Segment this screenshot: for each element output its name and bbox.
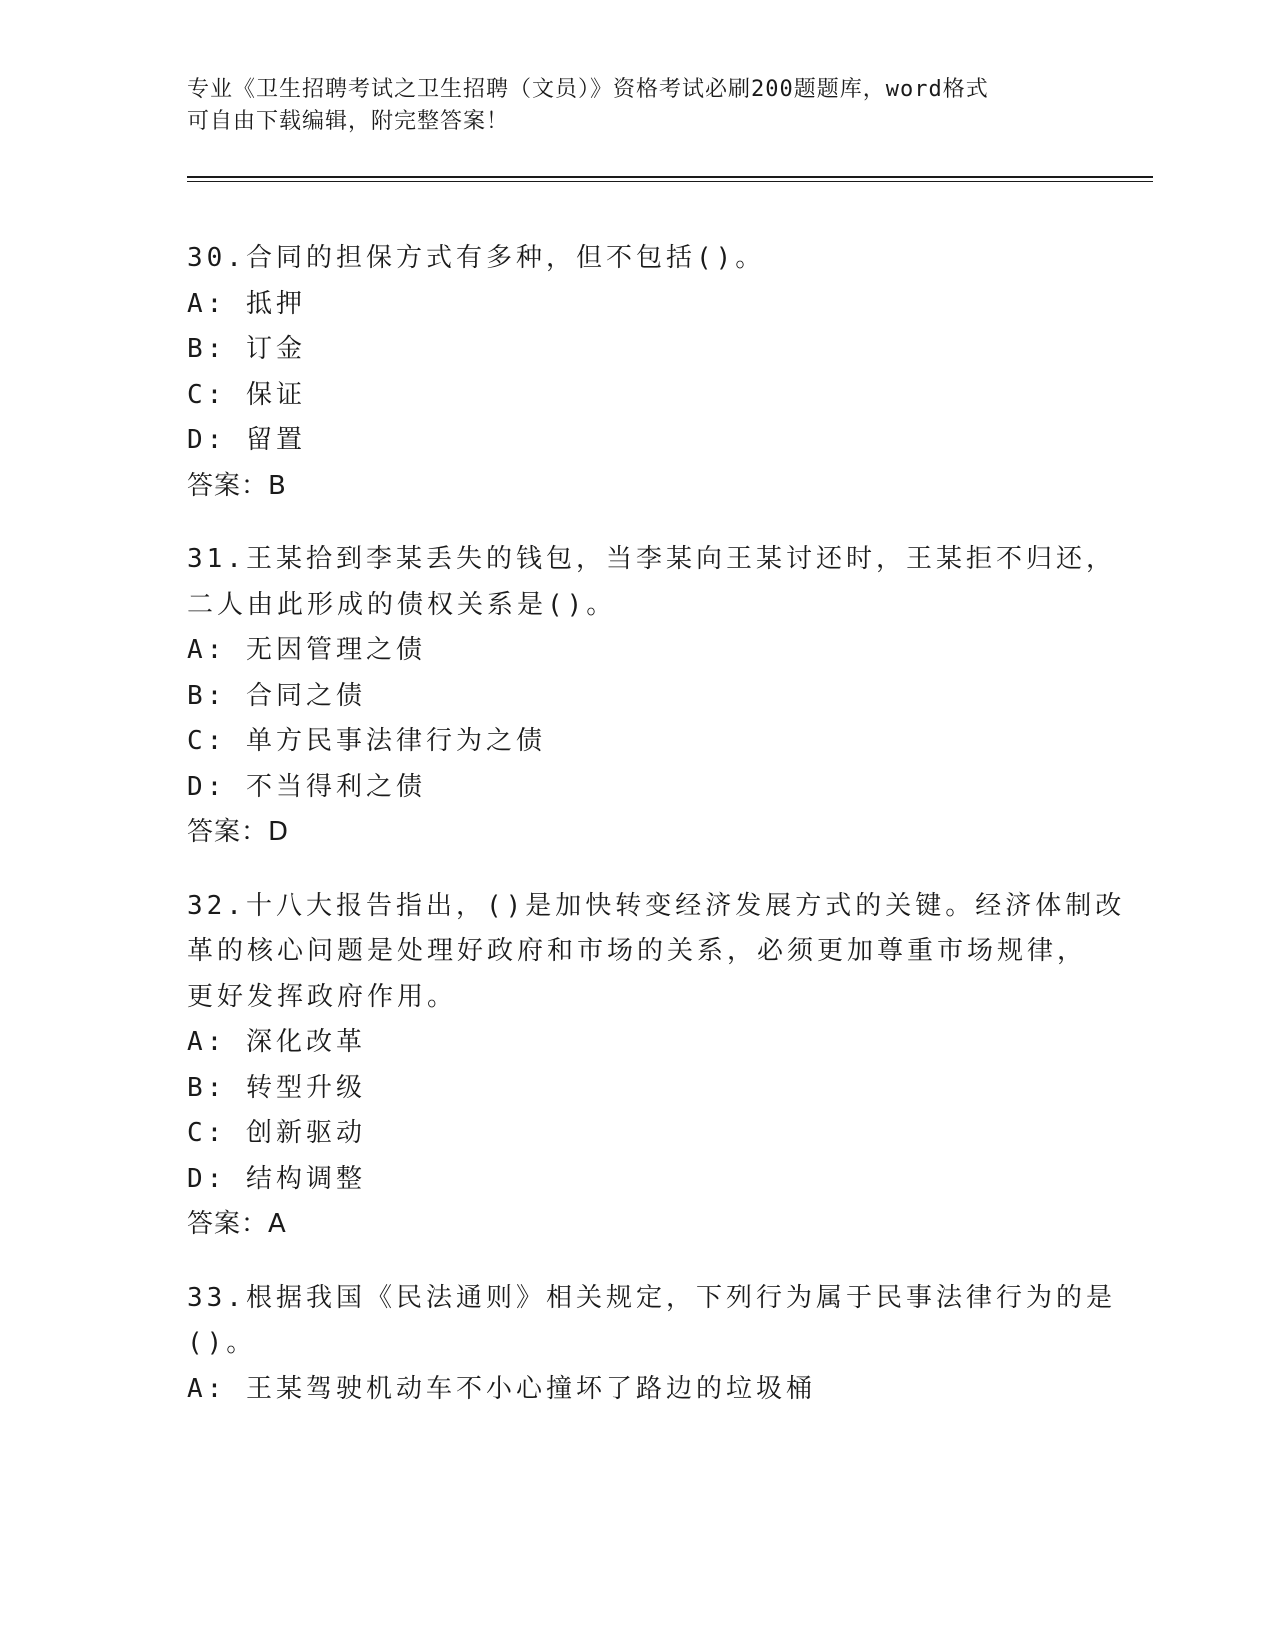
- option-d: D: 结构调整: [187, 1163, 366, 1194]
- answer-line: 答案：B: [187, 470, 287, 501]
- question-30: [187, 236, 1087, 509]
- question-text-line: 33.根据我国《民法通则》相关规定，下列行为属于民事法律行为的是: [187, 1282, 1116, 1313]
- question-31: [187, 537, 1116, 856]
- option-a: A: 无因管理之债: [187, 635, 426, 665]
- answer-line: 答案：A: [187, 1209, 287, 1239]
- question-33: [187, 1276, 1116, 1413]
- question-list: [187, 236, 1126, 1440]
- option-c: C: 创新驱动: [187, 1118, 366, 1148]
- option-d: D: 留置: [187, 425, 306, 455]
- option-a: A: 抵押: [187, 288, 306, 319]
- option-d: D: 不当得利之债: [187, 771, 426, 802]
- header-divider-thin: [187, 181, 1153, 182]
- header-line-2: 可自由下载编辑，附完整答案！: [187, 109, 510, 134]
- question-text-line: 30.合同的担保方式有多种，但不包括()。: [187, 243, 766, 273]
- question-text-line: 革的核心问题是处理好政府和市场的关系，必须更加尊重市场规律，: [187, 936, 1088, 966]
- header-line-1: 专业《卫生招聘考试之卫生招聘（文员）》资格考试必刷200题题库，word格式: [187, 77, 989, 102]
- question-32: [187, 884, 1126, 1248]
- option-a: A: 王某驾驶机动车不小心撞坏了路边的垃圾桶: [187, 1373, 816, 1404]
- question-text-line: 31.王某拾到李某丢失的钱包，当李某向王某讨还时，王某拒不归还，: [187, 544, 1116, 574]
- option-c: C: 保证: [187, 379, 306, 410]
- answer-line: 答案：D: [187, 817, 290, 847]
- option-b: B: 合同之债: [187, 680, 366, 711]
- option-b: B: 转型升级: [187, 1072, 366, 1103]
- option-c: C: 单方民事法律行为之债: [187, 726, 546, 756]
- question-text-line: 32.十八大报告指出，()是加快转变经济发展方式的关键。经济体制改: [187, 890, 1126, 921]
- question-text-line: 二人由此形成的债权关系是()。: [187, 589, 617, 620]
- question-text-line: ()。: [187, 1328, 257, 1358]
- option-b: B: 订金: [187, 334, 306, 364]
- header-divider-thick: [187, 176, 1153, 178]
- question-text-line: 更好发挥政府作用。: [187, 981, 458, 1012]
- document-header: [187, 74, 1087, 138]
- option-a: A: 深化改革: [187, 1027, 366, 1057]
